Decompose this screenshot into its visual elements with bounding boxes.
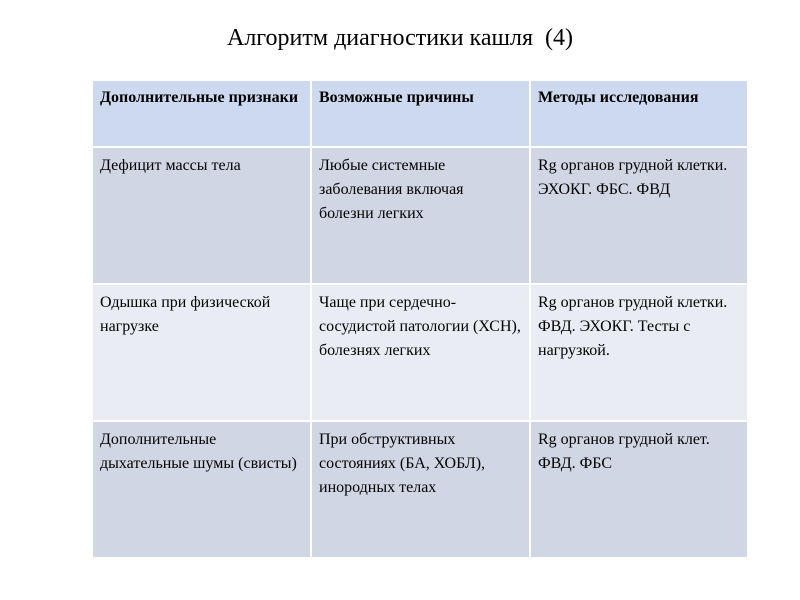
header-examination-methods: Методы исследования xyxy=(530,80,748,147)
table-cell-method: Rg органов грудной клетки. ЭХОКГ. ФБС. ФВД xyxy=(530,147,748,284)
table-cell-sign: Дефицит массы тела xyxy=(92,147,311,284)
table-cell-method: Rg органов грудной клет. ФВД. ФБС xyxy=(530,421,748,558)
table-cell-cause: Чаще при сердечно-сосудистой патологии (ХСН), болезнях легких xyxy=(311,284,530,421)
table-row xyxy=(92,147,748,284)
table-header-row xyxy=(92,80,748,147)
diagnostics-table xyxy=(91,79,749,559)
header-possible-causes: Возможные причины xyxy=(311,80,530,147)
table-row xyxy=(92,421,748,558)
table-cell-method: Rg органов грудной клетки. ФВД. ЭХОКГ. Тесты с нагрузкой. xyxy=(530,284,748,421)
table-cell-cause: При обструктивных состояниях (БА, ХОБЛ), инородных телах xyxy=(311,421,530,558)
table-cell-sign: Одышка при физической нагрузке xyxy=(92,284,311,421)
table-cell-sign: Дополнительные дыхательные шумы (свисты) xyxy=(92,421,311,558)
header-additional-signs: Дополнительные признаки xyxy=(92,80,311,147)
table-cell-cause: Любые системные заболевания включая болезни легких xyxy=(311,147,530,284)
table-row xyxy=(92,284,748,421)
diagnostics-table-container xyxy=(91,79,747,559)
slide-title: Алгоритм диагностики кашля (4) xyxy=(227,25,573,51)
